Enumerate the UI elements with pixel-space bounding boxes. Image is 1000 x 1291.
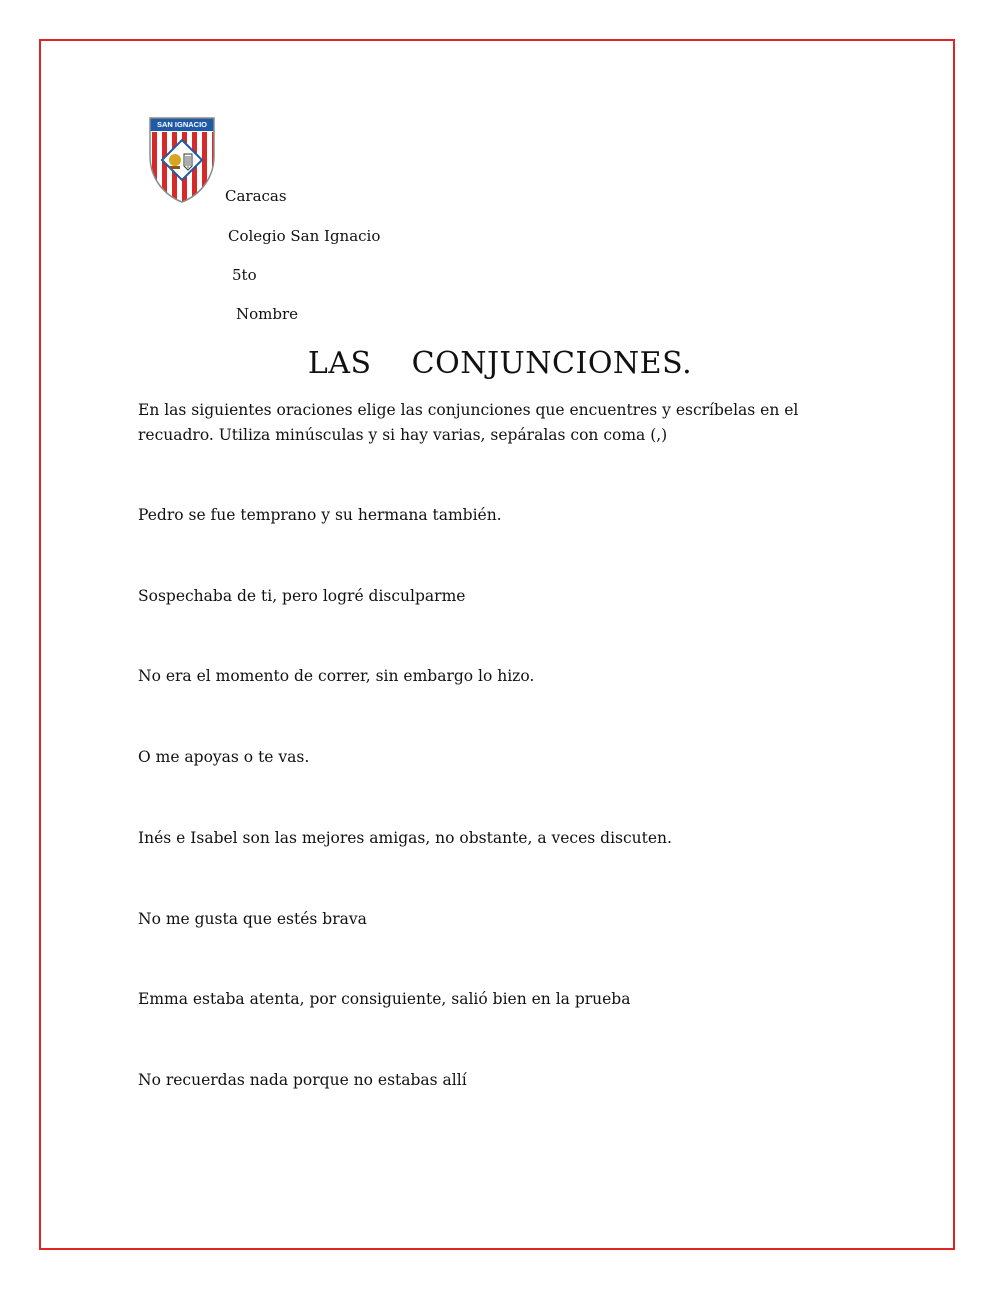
sentence-1: Pedro se fue temprano y su hermana también. — [138, 506, 502, 524]
header-city: Caracas — [225, 187, 287, 205]
sentence-5: Inés e Isabel son las mejores amigas, no obstante, a veces discuten. — [138, 829, 672, 847]
crest-label: SAN IGNACIO — [156, 120, 208, 129]
header-name-label: Nombre — [236, 305, 299, 323]
instructions-text: En las siguientes oraciones elige las conjunciones que encuentres y escríbelas en el recuadro. Utiliza minúsculas y si hay varias, sepáralas con coma (,) — [138, 401, 799, 444]
sentence-3: No era el momento de correr, sin embargo lo hizo. — [138, 667, 535, 685]
sentence-6: No me gusta que estés brava — [138, 910, 367, 928]
sentence-2: Sospechaba de ti, pero logré disculparme — [138, 587, 466, 605]
header-school: Colegio San Ignacio — [228, 227, 381, 245]
school-crest-logo — [146, 116, 218, 204]
sentence-7: Emma estaba atenta, por consiguiente, salió bien en la prueba — [138, 990, 631, 1008]
header-grade: 5to — [232, 266, 257, 284]
sentence-4: O me apoyas o te vas. — [138, 748, 310, 766]
page-title: LAS CONJUNCIONES. — [307, 346, 693, 381]
sentence-8: No recuerdas nada porque no estabas allí — [138, 1071, 467, 1089]
